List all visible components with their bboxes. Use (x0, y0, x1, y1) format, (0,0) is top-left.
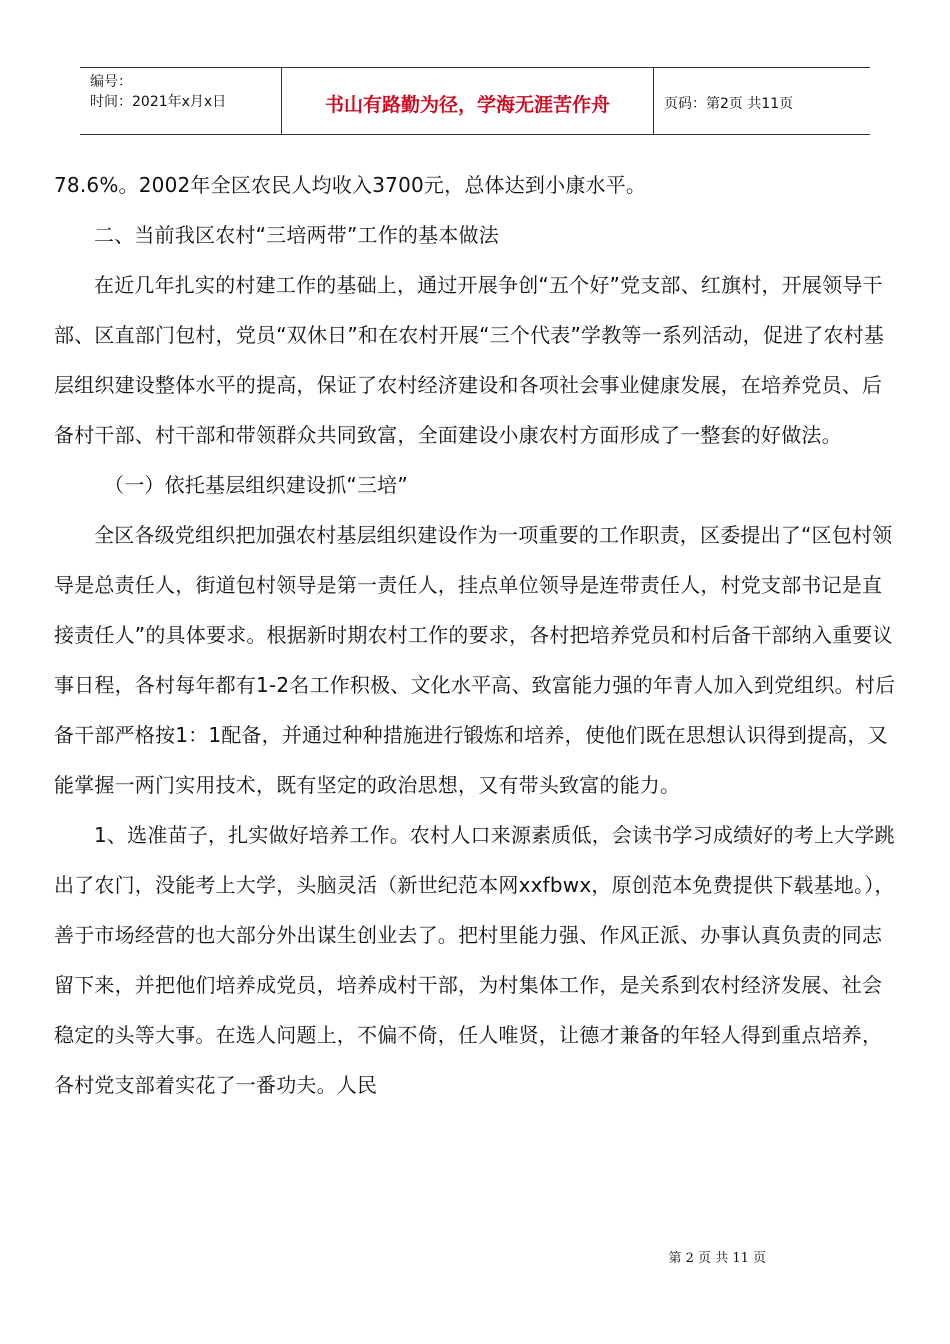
header-motto: 书山有路勤为径，学海无涯苦作舟 (282, 68, 654, 134)
paragraph-5: 全区各级党组织把加强农村基层组织建设作为一项重要的工作职责，区委提出了“区包村领导是总责任人，街道包村领导是第一责任人，挂点单位领导是连带责任人，村党支部书记是直接责任人”的具体要求。根据新时期农村工作的要求，各村把培养党员和村后备干部纳入重要议事日程，各村每年都有1-2名工作积极、文化水平高、致富能力强的年青人加入到党组织。村后备干部严格按1：1配备，并通过种种措施进行锻炼和培养，使他们既在思想认识得到提高，又能掌握一两门实用技术，既有坚定的政治思想，又有带头致富的能力。 (54, 523, 896, 797)
header-meta (80, 68, 282, 134)
page-header (80, 67, 870, 135)
time-label: 时间：2021年x月x日 (90, 94, 227, 110)
footer-page-number: 第 2 页 共 11 页 (668, 1251, 766, 1266)
document-body (54, 160, 900, 1110)
subsection-heading: （一）依托基层组织建设抓“三培” (104, 473, 408, 497)
header-page-info: 页码：第2页 共11页 (664, 96, 794, 112)
paragraph-3: 在近几年扎实的村建工作的基础上，通过开展争创“五个好”党支部、红旗村，开展领导干部、区直部门包村，党员“双休日”和在农村开展“三个代表”学教等一系列活动，促进了农村基层组织建设整体水平的提高，保证了农村经济建设和各项社会事业健康发展，在培养党员、后备村干部、村干部和带领群众共同致富，全面建设小康农村方面形成了一整套的好做法。 (54, 273, 885, 447)
paragraph-1: 78.6%。2002年全区农民人均收入3700元，总体达到小康水平。 (54, 173, 647, 197)
section-heading-2: 二、当前我区农村“三培两带”工作的基本做法 (94, 223, 499, 247)
page-footer (0, 1247, 950, 1266)
paragraph-6: 1、选准苗子，扎实做好培养工作。农村人口来源素质低，会读书学习成绩好的考上大学跳出了农门，没能考上大学，头脑灵活（新世纪范本网xxfbwx，原创范本免费提供下载基地。），善于市场经营的也大部分外出谋生创业去了。把村里能力强、作风正派、办事认真负责的同志留下来，并把他们培养成党员，培养成村干部，为村集体工作，是关系到农村经济发展、社会稳定的头等大事。在选人问题上，不偏不倚，任人唯贤，让德才兼备的年轻人得到重点培养，各村党支部着实花了一番功夫。人民 (54, 823, 895, 1097)
code-label: 编号： (90, 74, 132, 90)
